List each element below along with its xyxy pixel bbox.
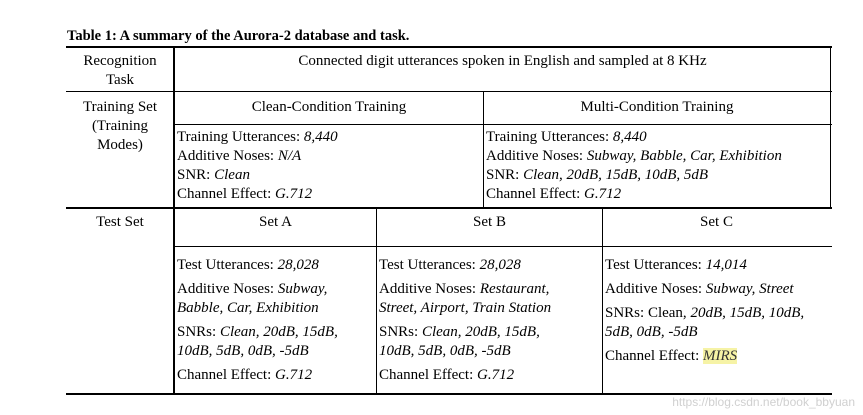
training-utterances: Training Utterances: 8,440 [177, 129, 338, 145]
table-right-border [830, 46, 831, 208]
row-divider [66, 91, 832, 92]
test-utterances: Test Utterances: 28,028 [379, 257, 521, 273]
training-set-label: Training Set (Training Modes) [82, 99, 158, 153]
additive-noises: Additive Noses: Restaurant, Street, Airport, Train Station [379, 281, 552, 316]
additive-noises: Additive Noses: N/A [177, 148, 302, 164]
row-divider [174, 124, 832, 125]
test-set-label: Test Set [96, 214, 144, 230]
clean-condition-details [177, 128, 483, 204]
set-a-details [177, 256, 376, 385]
clean-condition-header: Clean-Condition Training [251, 99, 407, 115]
snrs: SNRs: Clean, 20dB, 15dB, 10dB, 5dB, 0dB, -5dB [177, 324, 338, 359]
channel-effect: Channel Effect: G.712 [379, 367, 515, 383]
set-b-header: Set B [473, 214, 506, 230]
highlighted-channel-value: MIRS [703, 348, 738, 364]
multi-condition-details [486, 128, 830, 204]
column-divider [602, 207, 603, 394]
row-divider [66, 207, 832, 209]
channel-effect: Channel Effect: G.712 [177, 367, 313, 383]
set-b-details [379, 256, 602, 385]
table-title: Table 1: A summary of the Aurora-2 database and task. [67, 28, 410, 44]
channel-effect: Channel Effect: MIRS [605, 348, 738, 364]
set-a-header: Set A [259, 214, 292, 230]
additive-noises: Additive Noses: Subway, Street [605, 281, 794, 297]
set-c-details [605, 256, 830, 366]
channel-effect: Channel Effect: G.712 [177, 186, 313, 202]
snrs: SNRs: Clean, 20dB, 15dB, 10dB, 5dB, 0dB, -5dB [605, 305, 805, 340]
set-c-header: Set C [700, 214, 733, 230]
snr: SNR: Clean [177, 167, 250, 183]
additive-noises: Additive Noses: Subway, Babble, Car, Exhibition [486, 148, 782, 164]
snrs: SNRs: Clean, 20dB, 15dB, 10dB, 5dB, 0dB, -5dB [379, 324, 540, 359]
training-utterances: Training Utterances: 8,440 [486, 129, 647, 145]
channel-effect: Channel Effect: G.712 [486, 186, 622, 202]
recognition-task-label: Recognition Task [83, 53, 157, 88]
recognition-task-description: Connected digit utterances spoken in English and sampled at 8 KHz [298, 53, 707, 69]
column-divider [376, 207, 377, 394]
snr: SNR: Clean, 20dB, 15dB, 10dB, 5dB [486, 167, 709, 183]
multi-condition-header: Multi-Condition Training [580, 99, 734, 115]
test-utterances: Test Utterances: 28,028 [177, 257, 319, 273]
watermark: https://blog.csdn.net/book_bbyuan [672, 395, 855, 409]
table-top-border [66, 46, 832, 48]
test-utterances: Test Utterances: 14,014 [605, 257, 747, 273]
row-divider [174, 246, 832, 247]
additive-noises: Additive Noses: Subway, Babble, Car, Exhibition [177, 281, 328, 316]
